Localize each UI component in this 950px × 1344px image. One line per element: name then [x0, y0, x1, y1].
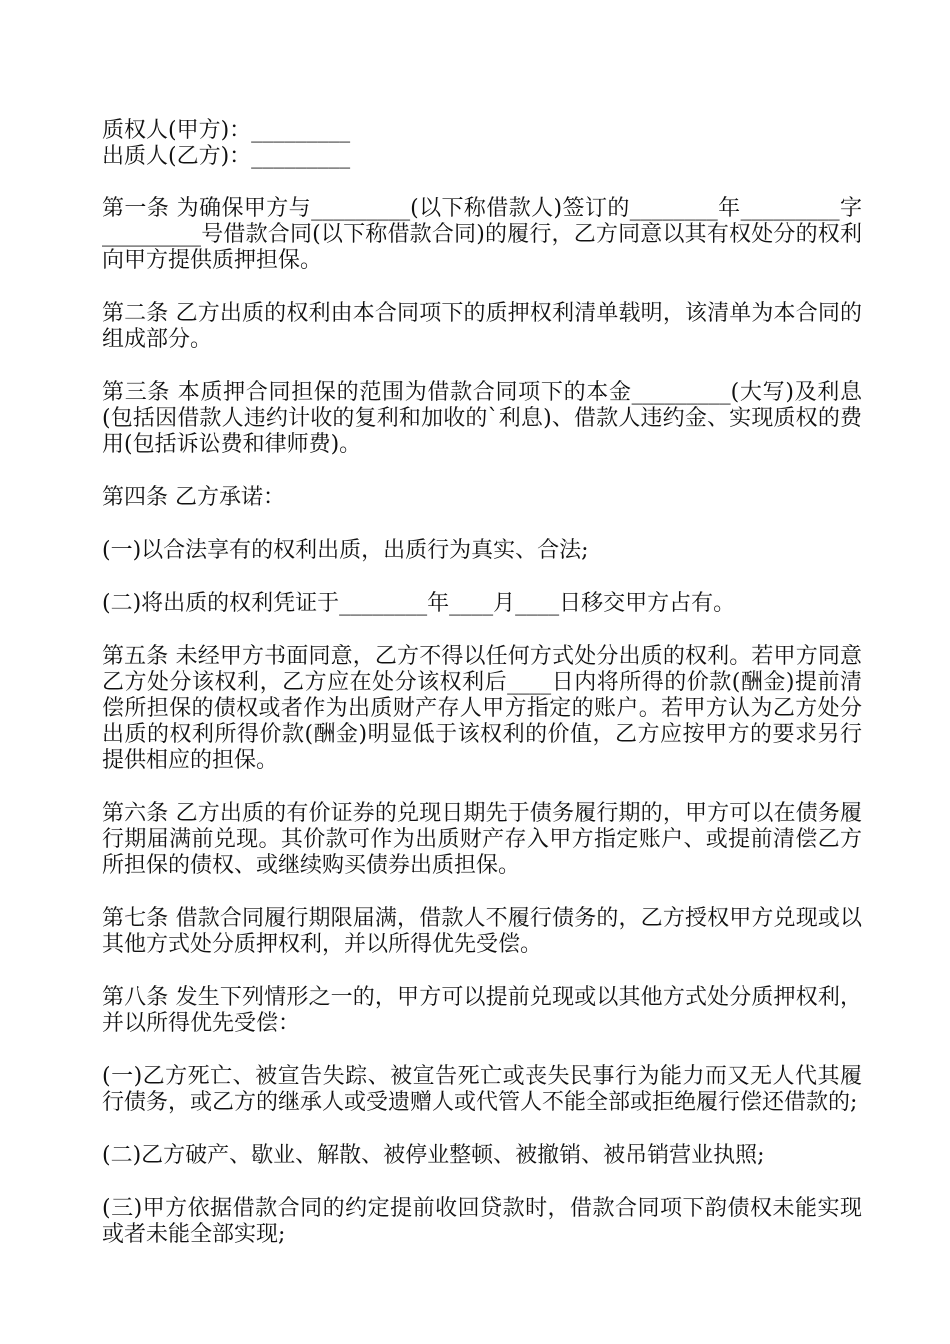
article-6: 第六条 乙方出质的有价证券的兑现日期先于债务履行期的，甲方可以在债务履行期届满前兑现。其价款可作为出质财产存入甲方指定账户、或提前清偿乙方所担保的债权、或继续购买债券出质担保。: [102, 801, 862, 878]
article-8-item-2: (二)乙方破产、歇业、解散、被停业整顿、被撤销、被吊销营业执照;: [102, 1143, 765, 1168]
article-8: 第八条 发生下列情形之一的，甲方可以提前兑现或以其他方式处分质押权利，并以所得优先受偿：: [102, 985, 862, 1036]
article-8-item-1: (一)乙方死亡、被宣告失踪、被宣告死亡或丧失民事行为能力而又无人代其履行债务，或乙方的继承人或受遗赠人或代管人不能全部或拒绝履行偿还借款的;: [102, 1064, 862, 1115]
article-4: 第四条 乙方承诺：: [102, 485, 285, 510]
article-8-item-3: (三)甲方依据借款合同的约定提前收回贷款时，借款合同项下韵债权未能实现或者未能全部实现;: [102, 1196, 862, 1247]
article-7: 第七条 借款合同履行期限届满，借款人不履行债务的，乙方授权甲方兑现或以其他方式处分质押权利，并以所得优先受偿。: [102, 906, 862, 957]
article-2: 第二条 乙方出质的权利由本合同项下的质押权利清单载明，该清单为本合同的组成部分。: [102, 301, 862, 352]
article-4-item-1: (一)以合法享有的权利出质，出质行为真实、合法;: [102, 538, 589, 563]
article-5: 第五条 未经甲方书面同意，乙方不得以任何方式处分出质的权利。若甲方同意乙方处分该权利，乙方应在处分该权利后____日内将所得的价款(酬金)提前清偿所担保的债权或者作为出质财产存人甲方指定的账户。若甲方认为乙方处分出质的权利所得价款(酬金)明显低于该权利的价值，乙方应按甲方的要求另行提供相应的担保。: [102, 644, 862, 773]
article-1: 第一条 为确保甲方与_________(以下称借款人)签订的________年_________字_________号借款合同(以下称借款合同)的履行，乙方同意以其有权处分的权利向甲方提供质押担保。: [102, 196, 862, 273]
pledgor-line: 出质人(乙方)：_________: [102, 144, 351, 169]
article-4-item-2: (二)将出质的权利凭证于________年____月____日移交甲方占有。: [102, 591, 736, 616]
pledgee-line: 质权人(甲方)：_________: [102, 118, 351, 143]
article-3: 第三条 本质押合同担保的范围为借款合同项下的本金_________(大写)及利息(包括因借款人违约计收的复利和加收的`利息)、借款人违约金、实现质权的费用(包括诉讼费和律师费)。: [102, 380, 862, 457]
contract-document: [102, 118, 862, 1248]
